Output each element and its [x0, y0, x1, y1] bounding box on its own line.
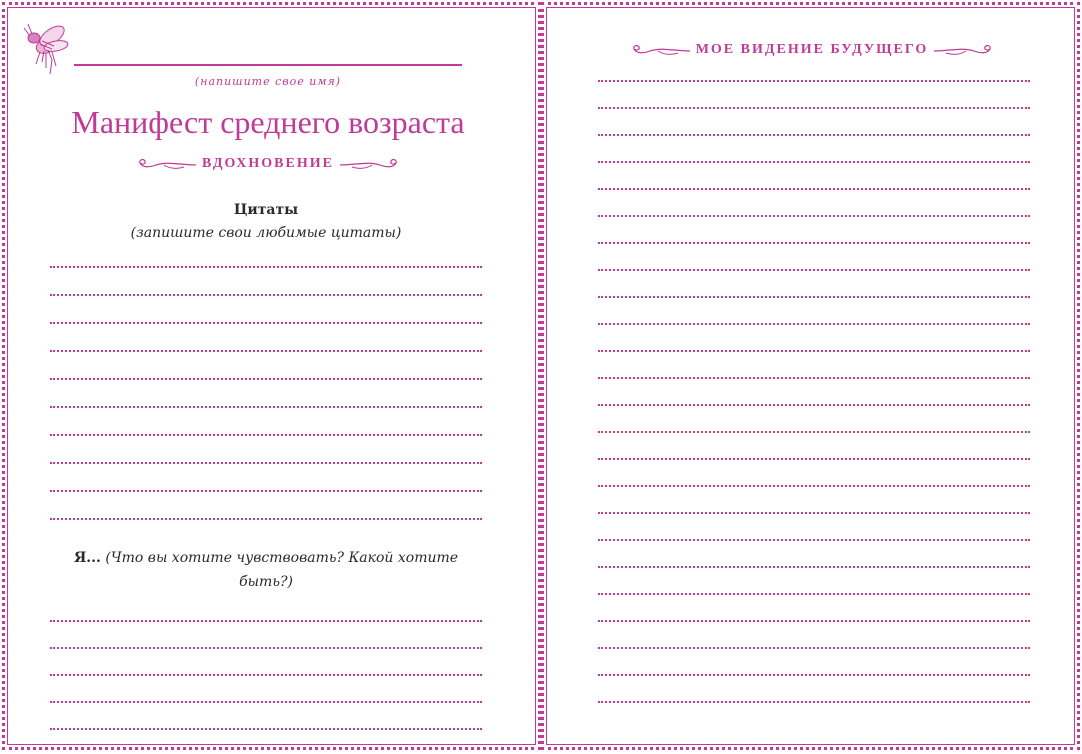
writing-line[interactable] — [50, 294, 482, 296]
writing-line[interactable] — [598, 107, 1030, 109]
writing-line[interactable] — [50, 674, 482, 676]
writing-line[interactable] — [598, 188, 1030, 190]
section-header-future-vision — [620, 38, 1004, 62]
writing-line[interactable] — [50, 701, 482, 703]
name-caption: (напишите свое имя) — [194, 75, 342, 88]
future-vision-writing-lines[interactable] — [598, 80, 1030, 740]
writing-line[interactable] — [598, 350, 1030, 352]
writing-line[interactable] — [50, 378, 482, 380]
section-label: МОЕ ВИДЕНИЕ БУДУЩЕГО — [695, 42, 929, 57]
writing-line[interactable] — [598, 215, 1030, 217]
prompt-italic: (Что вы хотите чувствовать? Какой хотите быть?) — [105, 550, 459, 590]
writing-line[interactable] — [598, 377, 1030, 379]
page-title: Манифест среднего возраста — [71, 104, 465, 140]
flourish-right-icon — [338, 155, 400, 173]
feeling-prompt — [60, 546, 472, 594]
writing-line[interactable] — [598, 134, 1030, 136]
quotes-writing-lines[interactable] — [50, 266, 482, 526]
writing-line[interactable] — [598, 161, 1030, 163]
writing-line[interactable] — [598, 593, 1030, 595]
writing-line[interactable] — [50, 462, 482, 464]
name-line[interactable] — [74, 64, 462, 66]
section-header-inspiration — [130, 152, 406, 176]
writing-line[interactable] — [598, 539, 1030, 541]
writing-line[interactable] — [598, 458, 1030, 460]
writing-line[interactable] — [598, 701, 1030, 703]
writing-line[interactable] — [598, 431, 1030, 433]
writing-line[interactable] — [50, 350, 482, 352]
writing-line[interactable] — [598, 269, 1030, 271]
writing-line[interactable] — [50, 406, 482, 408]
writing-line[interactable] — [598, 647, 1030, 649]
writing-line[interactable] — [50, 322, 482, 324]
flourish-left-icon — [630, 41, 692, 59]
writing-line[interactable] — [598, 485, 1030, 487]
writing-line[interactable] — [50, 620, 482, 622]
writing-line[interactable] — [50, 490, 482, 492]
prompt-bold: Я... — [73, 550, 101, 566]
writing-line[interactable] — [598, 323, 1030, 325]
flourish-left-icon — [136, 155, 198, 173]
writing-line[interactable] — [50, 728, 482, 730]
quotes-heading: Цитаты — [233, 202, 299, 218]
bee-icon — [22, 16, 74, 80]
writing-line[interactable] — [50, 434, 482, 436]
writing-line[interactable] — [598, 512, 1030, 514]
flourish-right-icon — [932, 41, 994, 59]
writing-line[interactable] — [50, 647, 482, 649]
writing-line[interactable] — [598, 242, 1030, 244]
writing-line[interactable] — [598, 566, 1030, 568]
feeling-writing-lines[interactable] — [50, 620, 482, 740]
writing-line[interactable] — [598, 296, 1030, 298]
writing-line[interactable] — [50, 518, 482, 520]
writing-line[interactable] — [598, 674, 1030, 676]
section-label: ВДОХНОВЕНИЕ — [202, 156, 334, 171]
writing-line[interactable] — [598, 80, 1030, 82]
quotes-subheading: (запишите свои любимые цитаты) — [130, 225, 402, 241]
writing-line[interactable] — [50, 266, 482, 268]
writing-line[interactable] — [598, 620, 1030, 622]
writing-line[interactable] — [598, 404, 1030, 406]
